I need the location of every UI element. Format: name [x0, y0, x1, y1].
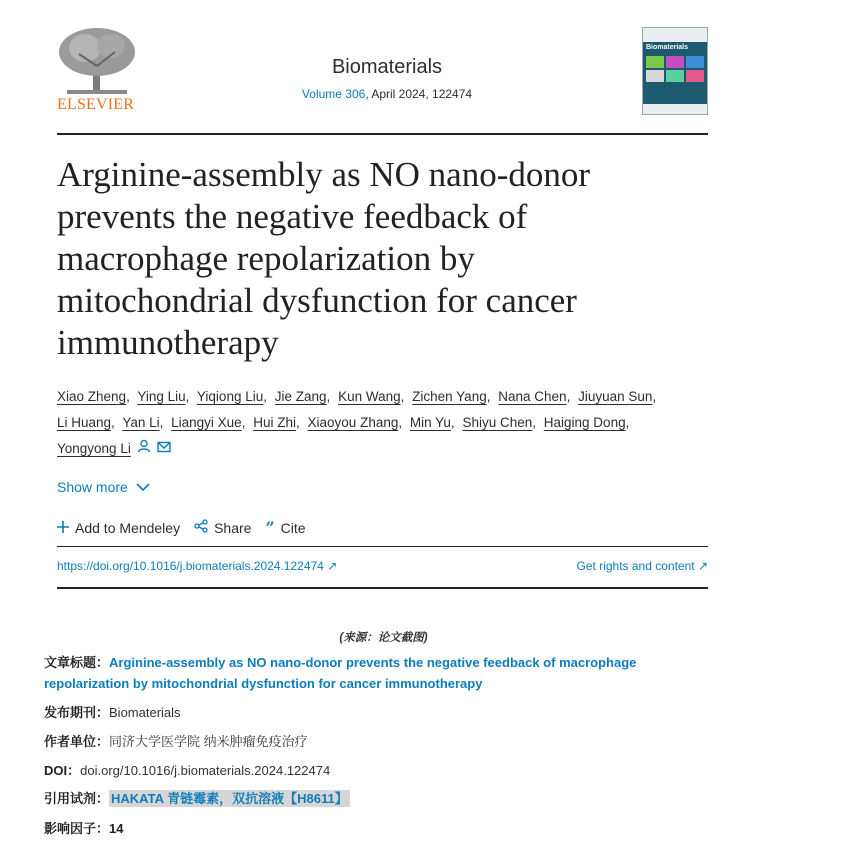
- author-link[interactable]: Jiuyuan Sun: [578, 389, 653, 404]
- quote-icon: ”: [265, 518, 275, 537]
- author-link[interactable]: Ying Liu: [137, 389, 186, 404]
- author-link[interactable]: Nana Chen: [498, 389, 567, 404]
- mail-icon[interactable]: [157, 436, 171, 462]
- chevron-down-icon: [136, 479, 150, 495]
- volume-link[interactable]: Volume 306: [301, 87, 366, 101]
- author-link[interactable]: Hui Zhi: [253, 415, 296, 430]
- show-more-button[interactable]: [57, 479, 150, 495]
- mendeley-label: Add to Mendeley: [75, 519, 181, 536]
- share-icon: [194, 519, 208, 536]
- plus-icon: [57, 520, 69, 536]
- info-if-label: 影响因子：: [44, 821, 110, 836]
- info-journal-value: Biomaterials: [109, 705, 181, 720]
- info-doi-row: [44, 760, 330, 779]
- doi-rights-row: [57, 546, 708, 589]
- title-line: macrophage repolarization by: [57, 239, 475, 278]
- author-link[interactable]: Min Yu: [409, 415, 451, 430]
- journal-name[interactable]: Biomaterials: [331, 56, 443, 78]
- author-link[interactable]: Yongyong Li: [57, 441, 131, 456]
- rights-link[interactable]: [577, 559, 708, 573]
- title-line: immunotherapy: [57, 323, 279, 362]
- author-link[interactable]: Kun Wang: [338, 389, 401, 404]
- rights-link-text: Get rights and content: [576, 559, 695, 573]
- title-line: Arginine-assembly as NO nano-donor: [57, 155, 590, 194]
- add-to-mendeley-button[interactable]: [57, 520, 180, 536]
- issue-info: , April 2024, 122474: [365, 87, 473, 101]
- doi-link[interactable]: [57, 559, 337, 573]
- info-title-label: 文章标题：: [44, 655, 110, 670]
- article-title: [57, 154, 697, 364]
- journal-meta: [257, 87, 517, 101]
- info-doi-value: doi.org/10.1016/j.biomaterials.2024.122474: [80, 763, 331, 778]
- journal-info: [257, 56, 517, 101]
- author-link[interactable]: Zichen Yang: [412, 389, 487, 404]
- arrow-up-right-icon: ↗: [327, 559, 338, 573]
- arrow-up-right-icon: ↗: [697, 559, 708, 573]
- info-title-value-2[interactable]: repolarization by mitochondrial dysfunction for cancer immunotherapy: [44, 676, 483, 691]
- info-unit-row: [44, 731, 308, 750]
- person-icon[interactable]: [137, 436, 151, 462]
- article-actions: [57, 518, 306, 537]
- info-if-value: 14: [109, 821, 124, 836]
- info-journal-row: [44, 702, 181, 721]
- title-line: prevents the negative feedback of: [57, 197, 528, 236]
- info-reagent-row: [44, 788, 350, 807]
- info-reagent-label: 引用试剂：: [44, 791, 110, 806]
- info-unit-label: 作者单位：: [44, 734, 110, 749]
- info-journal-label: 发布期刊：: [44, 705, 110, 720]
- author-link[interactable]: Yiqiong Liu: [196, 389, 264, 404]
- info-title-row: [44, 652, 734, 694]
- title-line: mitochondrial dysfunction for cancer: [57, 281, 577, 320]
- doi-link-text: https://doi.org/10.1016/j.biomaterials.2024.122474: [57, 559, 324, 573]
- author-link[interactable]: Xiaoyou Zhang: [307, 415, 399, 430]
- author-link[interactable]: Yan Li: [122, 415, 160, 430]
- image-caption: (来源：论文截图): [339, 632, 428, 644]
- show-more-label: Show more: [57, 479, 128, 495]
- author-link[interactable]: Xiao Zheng: [57, 389, 127, 404]
- author-list: Xiao Zheng, Ying Liu, Yiqiong Liu, Jie Zang, Kun Wang, Zichen Yang, Nana Chen, Jiuyuan Sun, Li Huang, Yan Li, Liangyi Xue, Hui Zhi, Xiaoyou Zhang, Min Yu, Shiyu Chen, Haiging Dong, Yongyong Li: [57, 384, 707, 462]
- journal-cover[interactable]: [642, 27, 708, 115]
- share-button[interactable]: [194, 519, 251, 536]
- info-doi-label: DOI：: [44, 763, 81, 778]
- info-unit-value: 同济大学医学院 纳米肿瘤免疫治疗: [109, 734, 308, 749]
- cite-label: Cite: [280, 519, 306, 536]
- author-link[interactable]: Jie Zang: [274, 389, 327, 404]
- author-link[interactable]: Liangyi Xue: [171, 415, 242, 430]
- publisher-name: ELSEVIER: [57, 96, 135, 113]
- info-reagent-value[interactable]: HAKATA 青链霉素，双抗溶液【H8611】: [111, 791, 348, 806]
- info-title-value-1[interactable]: Arginine-assembly as NO nano-donor prevents the negative feedback of macrophage: [109, 655, 637, 670]
- author-link[interactable]: Li Huang: [57, 415, 112, 430]
- share-label: Share: [214, 519, 252, 536]
- author-link[interactable]: Shiyu Chen: [462, 415, 533, 430]
- article-header: [57, 26, 708, 135]
- info-impact-factor-row: [44, 818, 123, 837]
- elsevier-tree-logo[interactable]: [57, 26, 137, 116]
- author-link[interactable]: Haiging Dong: [543, 415, 626, 430]
- cite-button[interactable]: [265, 518, 305, 537]
- cover-title: Biomaterials: [646, 44, 689, 51]
